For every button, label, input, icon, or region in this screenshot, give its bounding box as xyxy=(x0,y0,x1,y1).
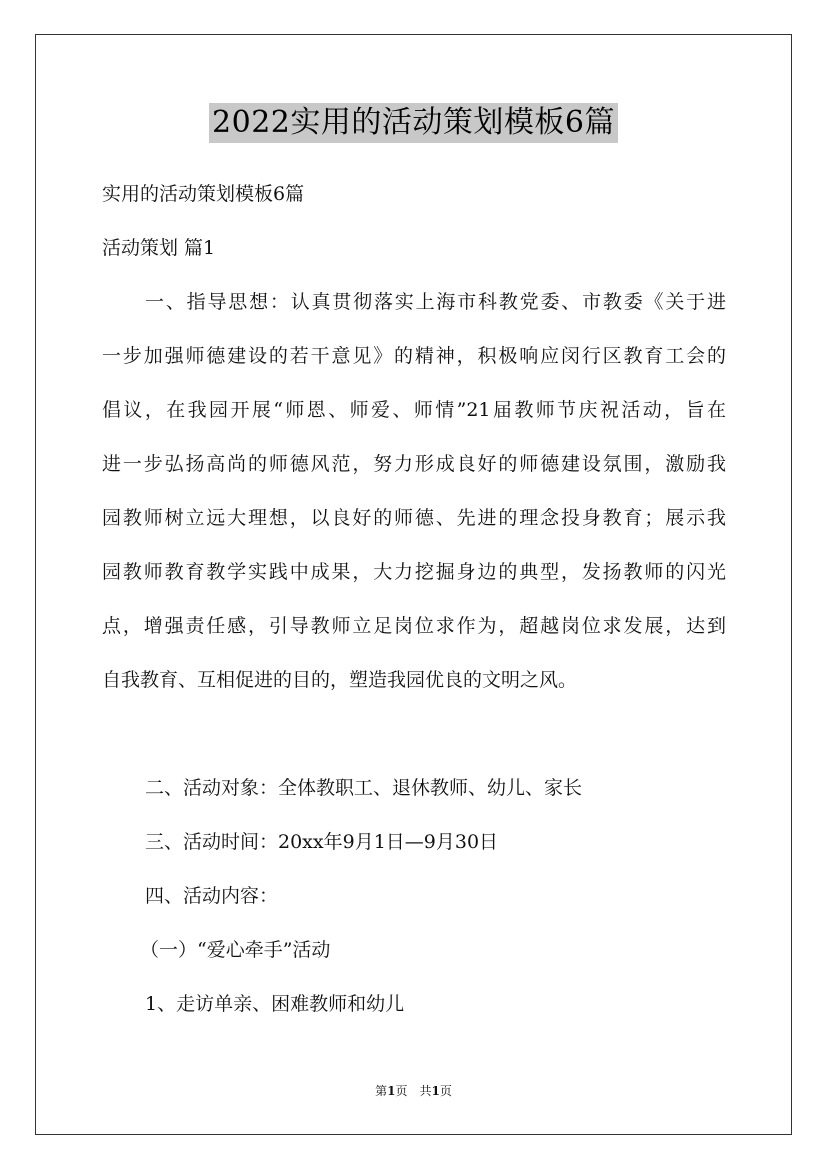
item-activity-target: 二、活动对象：全体教职工、退休教师、幼儿、家长 xyxy=(145,777,583,799)
footer-prefix: 第 xyxy=(375,1084,388,1098)
footer-page-total: 1 xyxy=(431,1084,440,1098)
paragraph-line: 园教师树立远大理想，以良好的师德、先进的理念投身教育；展示我 xyxy=(102,507,726,529)
item-activity-time: 三、活动时间：20xx年9月1日—9月30日 xyxy=(145,831,499,853)
subsection-heading: （一）“爱心牵手”活动 xyxy=(140,939,331,961)
title-container xyxy=(0,103,827,143)
paragraph-line: 自我教育、互相促进的目的，塑造我园优良的文明之风。 xyxy=(102,669,578,691)
paragraph-line: 一、指导思想：认真贯彻落实上海市科教党委、市教委《关于进 xyxy=(145,291,726,313)
paragraph-line: 园教师教育教学实践中成果，大力挖掘身边的典型，发扬教师的闪光 xyxy=(102,561,726,583)
document-title: 2022实用的活动策划模板6篇 xyxy=(209,103,618,143)
paragraph-line: 点，增强责任感，引导教师立足岗位求作为，超越岗位求发展，达到 xyxy=(102,615,726,637)
paragraph-line: 进一步弘扬高尚的师德风范，努力形成良好的师德建设氛围，激励我 xyxy=(102,453,726,475)
document-subtitle: 实用的活动策划模板6篇 xyxy=(102,183,305,205)
item-activity-content: 四、活动内容： xyxy=(145,885,279,907)
page-footer xyxy=(0,1083,827,1099)
footer-page-number: 1 xyxy=(387,1084,396,1098)
section-heading: 活动策划 篇1 xyxy=(102,237,216,259)
paragraph-line: 倡议，在我园开展“师恩、师爱、师情”21届教师节庆祝活动，旨在 xyxy=(102,399,726,421)
footer-suffix: 页 xyxy=(439,1084,452,1098)
footer-mid: 页 共 xyxy=(395,1084,432,1098)
subsection-item: 1、走访单亲、困难教师和幼儿 xyxy=(145,993,405,1015)
paragraph-line: 一步加强师德建设的若干意见》的精神，积极响应闵行区教育工会的 xyxy=(102,345,726,367)
